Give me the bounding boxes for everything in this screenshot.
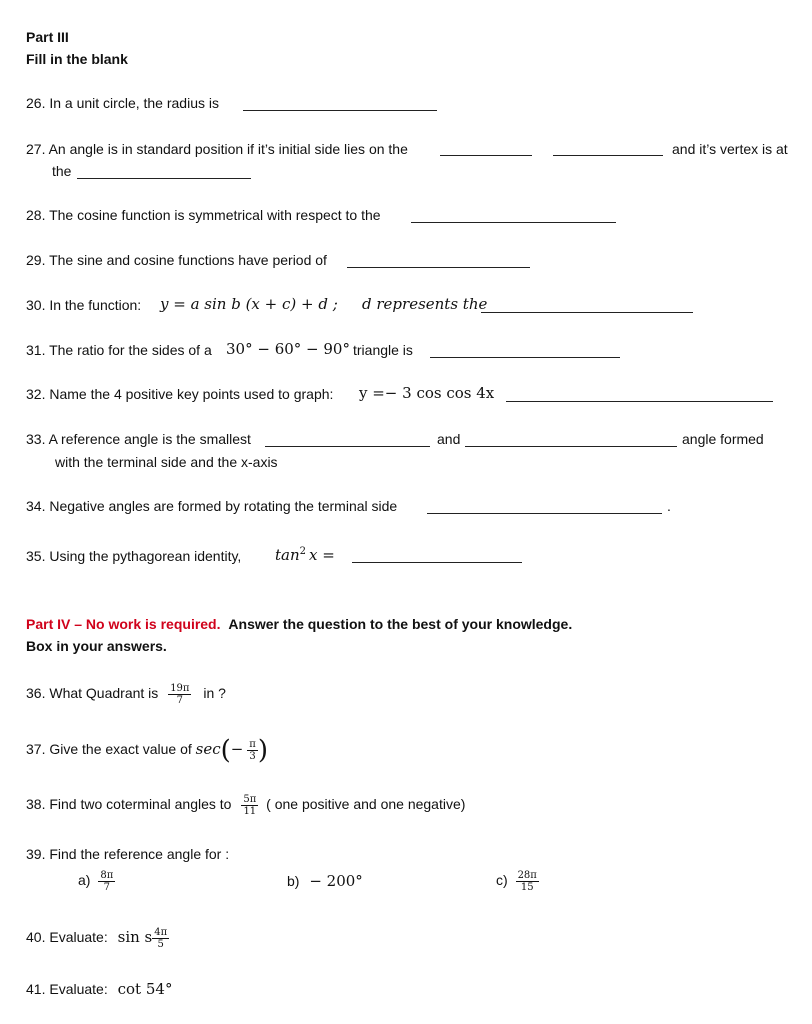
question-39-part-c — [496, 867, 539, 893]
question-40 — [26, 924, 169, 950]
question-41-text: 41. Evaluate: — [26, 981, 108, 997]
answer-blank-26[interactable] — [243, 110, 437, 111]
fraction-numerator: π — [249, 738, 256, 750]
answer-blank-29[interactable] — [347, 267, 530, 268]
fraction-numerator: 4π — [154, 926, 168, 938]
question-27-tail: and it’s vertex is at — [672, 141, 788, 157]
part-title: Part III — [26, 29, 69, 45]
answer-blank-31[interactable] — [430, 357, 620, 358]
part4-box-note: Box in your answers. — [26, 638, 167, 654]
question-32: 32. Name the 4 positive key points used to graph: — [26, 386, 334, 402]
question-36-fraction — [168, 683, 191, 706]
question-34-period: . — [667, 498, 671, 514]
part-a-fraction — [98, 870, 115, 893]
fraction-denominator: 11 — [243, 805, 257, 817]
answer-blank-27a[interactable] — [440, 155, 532, 156]
question-38-fraction — [241, 794, 258, 817]
part4-instructions: Answer the question to the best of your knowledge. — [228, 616, 573, 632]
question-31-tail: triangle is — [353, 342, 413, 358]
question-26: 26. In a unit circle, the radius is — [26, 95, 219, 111]
question-38-tail: ( one positive and one negative) — [266, 796, 466, 812]
tan-var: x = — [309, 546, 335, 564]
part4-heading — [26, 616, 572, 632]
question-41 — [26, 980, 172, 998]
fraction-denominator: 7 — [103, 881, 110, 893]
minus-sign: − — [230, 740, 244, 758]
part-a-label: a) — [78, 872, 91, 888]
part-c-label: c) — [496, 872, 508, 888]
answer-blank-28[interactable] — [411, 222, 616, 223]
question-35-formula — [275, 546, 335, 564]
question-32-formula: y =− 3 cos cos 4x — [359, 384, 495, 402]
question-35: 35. Using the pythagorean identity, — [26, 548, 242, 564]
question-33: 33. A reference angle is the smallest — [26, 431, 251, 447]
fraction-denominator: 3 — [249, 750, 256, 762]
question-27: 27. An angle is in standard position if it’s initial side lies on the — [26, 141, 408, 157]
question-33-line2: with the terminal side and the x-axis — [55, 454, 278, 470]
fraction-numerator: 5π — [243, 793, 257, 805]
question-31: 31. The ratio for the sides of a — [26, 342, 212, 358]
part4-title: Part IV – No work is required. — [26, 616, 221, 632]
answer-blank-27b[interactable] — [553, 155, 663, 156]
question-37-fraction — [247, 739, 258, 762]
question-36-tail: in ? — [203, 685, 226, 701]
question-37-text: 37. Give the exact value of — [26, 741, 192, 757]
open-paren: ( — [220, 735, 231, 766]
question-38-text: 38. Find two coterminal angles to — [26, 796, 232, 812]
answer-blank-35[interactable] — [352, 562, 522, 563]
fraction-denominator: 5 — [157, 938, 164, 950]
part-b-value: − 200° — [309, 872, 363, 890]
question-30-tail: d represents the — [362, 295, 488, 313]
fraction-numerator: 8π — [100, 869, 114, 881]
answer-blank-27c[interactable] — [77, 178, 251, 179]
question-29: 29. The sine and cosine functions have period of — [26, 252, 327, 268]
question-39-part-b — [287, 872, 363, 890]
part-b-label: b) — [287, 873, 300, 889]
part-c-fraction — [516, 870, 539, 893]
part-subtitle: Fill in the blank — [26, 51, 128, 67]
question-37 — [26, 735, 268, 766]
question-41-formula: cot 54° — [117, 980, 173, 998]
question-33-tail: angle formed — [682, 431, 764, 447]
fraction-denominator: 15 — [520, 881, 534, 893]
question-28: 28. The cosine function is symmetrical with respect to the — [26, 207, 381, 223]
question-40-fraction — [152, 927, 169, 950]
fraction-numerator: 28π — [517, 869, 537, 881]
answer-blank-33b[interactable] — [465, 446, 677, 447]
tan-func: tan — [275, 546, 300, 564]
close-paren: ) — [257, 735, 268, 766]
question-39-part-a — [78, 867, 115, 893]
question-31-formula: 30° − 60° − 90° — [226, 340, 350, 358]
answer-blank-32[interactable] — [506, 401, 773, 402]
fraction-denominator: 7 — [176, 694, 184, 706]
question-34: 34. Negative angles are formed by rotating the terminal side — [26, 498, 398, 514]
answer-blank-30[interactable] — [481, 312, 693, 313]
question-38 — [26, 791, 465, 817]
sin-func: sin s — [117, 928, 153, 946]
question-36 — [26, 681, 226, 706]
sec-func: sec — [195, 740, 221, 758]
question-30-formula: y = a sin b (x + c) + d ; — [160, 295, 338, 313]
question-33-mid: and — [437, 431, 461, 447]
question-39: 39. Find the reference angle for : — [26, 846, 230, 862]
fraction-numerator: 19π — [170, 682, 190, 694]
question-27-line2: the — [52, 163, 72, 179]
answer-blank-34[interactable] — [427, 513, 662, 514]
answer-blank-33a[interactable] — [265, 446, 430, 447]
exponent: 2 — [299, 546, 307, 557]
question-36-text: 36. What Quadrant is — [26, 685, 159, 701]
question-40-text: 40. Evaluate: — [26, 929, 108, 945]
question-30: 30. In the function: — [26, 297, 142, 313]
